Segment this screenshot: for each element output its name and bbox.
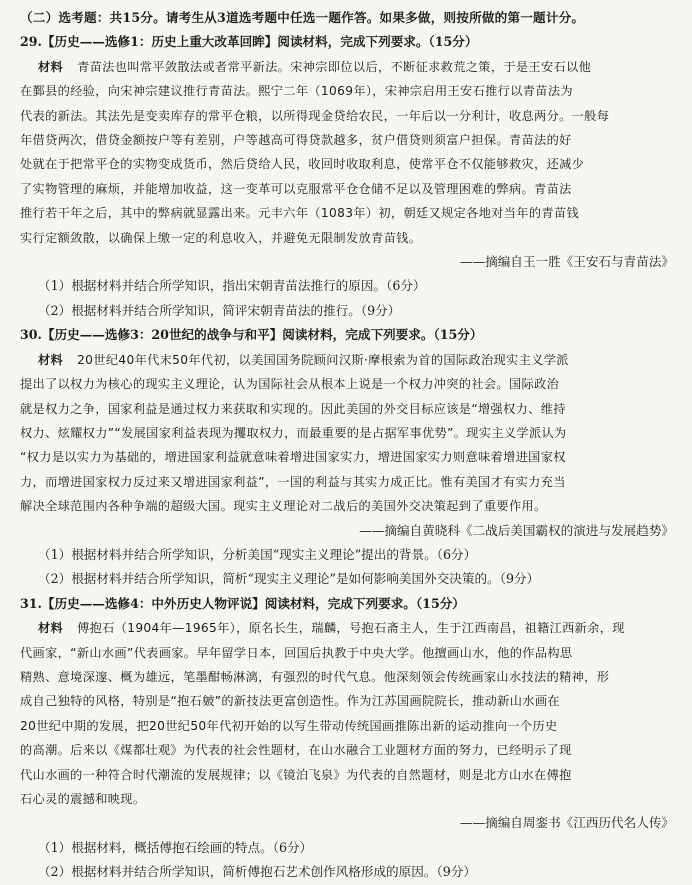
material-label: 材料 (38, 59, 64, 74)
material-source: ——摘编自王一胜《王安石与青苗法》 (459, 254, 674, 270)
question-title: 31.【历史——选修4：中外历史人物评说】阅读材料，完成下列要求。（15分） (20, 595, 465, 611)
question-30 (20, 323, 678, 591)
material-line: 权力、炫耀权力”“发展国家利益表现为攫取权力，而最重要的是占据军事优势”。现实主义学派认为 (20, 425, 567, 440)
material-source: ——摘编自黄晓科《二战后美国霸权的演进与发展趋势》 (359, 522, 674, 538)
material-line: 了实物管理的麻烦，并能增加收益，这一变革可以克服常平仓仓储不足以及管理困难的弊病。青苗法 (20, 181, 572, 196)
material-label: 材料 (38, 621, 64, 636)
sub-question: （2）根据材料并结合所学知识，简析傅抱石艺术创作风格形成的原因。（9分） (38, 864, 476, 880)
material-line: 实行定额敛散，以确保上缴一定的利息收入，并避免无限制发放青苗钱。 (20, 230, 422, 245)
sub-question: （2）根据材料并结合所学知识，简析“现实主义理论”是如何影响美国外交决策的。（9分） (38, 571, 540, 587)
material-line: 代画家，“新山水画”代表画家。早年留学日本，回国后执教于中央大学。他擅画山水，他的作品构思 (20, 645, 573, 660)
material-line: 材料 傅抱石（1904年—1965年），原名长生，瑞麟，号抱石斋主人，生于江西南昌，祖籍江西新余，现 (38, 621, 625, 636)
question-31 (20, 592, 678, 885)
material-line: 推行若干年之后，其中的弊病就显露出来。元丰六年（1083年）初，朝廷又规定各地对当年的青苗钱 (20, 206, 579, 221)
material-line: 就是权力之争，国家利益是通过权力来获取和实现的。因此美国的外交目标应该是“增强权力、维持 (20, 401, 566, 416)
material-line: 年借贷两次，借贷金额按户等有差别，户等越高可得贷款越多，贫户借贷则须富户担保。青苗法的好 (20, 133, 572, 148)
material-line: 20世纪中期的发展，把20世纪50年代初开始的以写生带动传统国画推陈出新的运动推向一个历史 (20, 718, 558, 733)
material-line: 材料 青苗法也叫常平敛散法或者常平新法。宋神宗即位以后，不断征求救荒之策，于是王安石以他 (38, 59, 592, 74)
material-line: 在鄞县的经验，向宋神宗建议推行青苗法。熙宁二年（1069年），宋神宗启用王安石推行以青苗法为 (20, 84, 573, 99)
material-line: 提出了以权力为核心的现实主义理论，认为国际社会从根本上说是一个权力冲突的社会。国际政治 (20, 377, 560, 392)
material-line: “权力是以实力为基础的，增进国家利益就意味着增进国家实力，增进国家实力则意味着增进国家权 (20, 450, 566, 465)
material-line: 石心灵的震撼和映现。 (20, 792, 146, 806)
question-29 (20, 30, 678, 323)
question-title: 29.【历史——选修1：历史上重大改革回眸】阅读材料，完成下列要求。（15分） (20, 34, 478, 50)
sub-question: （1）根据材料并结合所学知识，分析美国“现实主义理论”提出的背景。（6分） (38, 546, 477, 562)
material-label: 材料 (38, 352, 64, 367)
material-line: 的高潮。后来以《煤都壮观》为代表的社会性题材，在山水融合工业题材方面的努力，已经明示了现 (20, 743, 572, 758)
material-line: 精熟、意境深邃、概为雄远，笔墨酣畅淋漓，有强烈的时代气息。他深刻领会传统画家山水技法的精神，形 (20, 669, 610, 684)
section-header: （二）选考题：共15分。请考生从3道选考题中任选一题作答。如果多做，则按所做的第一题计分。 (20, 10, 585, 25)
sub-question: （2）根据材料并结合所学知识，简评宋朝青苗法的推行。（9分） (38, 302, 401, 318)
sub-question: （1）根据材料，概括傅抱石绘画的特点。（6分） (38, 839, 313, 855)
material-line: 力，而增进国家权力反过来又增进国家利益”，一国的利益与其实力成正比。惟有美国才有实力充当 (20, 474, 566, 489)
material-line: 代山水画的一种符合时代潮流的发展规律；以《镜泊飞泉》为代表的自然题材，则是北方山水在傅抱 (20, 767, 572, 782)
material-line: 处就在于把常平仓的实物变成货币，然后贷给人民，收回时收取利息，使常平仓不仅能够救灾，还减少 (20, 157, 585, 172)
material-source: ——摘编自周銮书《江西历代名人传》 (459, 815, 674, 831)
material-line: 代表的新法。其法先是变卖库存的常平仓粮，以所得现金贷给农民，一年后以一分利计，收息两分。一般每 (20, 108, 610, 123)
material-line: 解决全球范围内各种争端的超级大国。现实主义理论对二战后的美国外交决策起到了重要作用。 (20, 499, 547, 514)
material-line: 成自己独特的风格，特别是“抱石皴”的新技法更富创造性。作为江苏国画院院长，推动新山水画在 (20, 694, 560, 709)
question-title: 30.【历史——选修3：20世纪的战争与和平】阅读材料，完成下列要求。（15分） (20, 327, 483, 343)
sub-question: （1）根据材料并结合所学知识，指出宋朝青苗法推行的原因。（6分） (38, 278, 426, 294)
material-line: 材料 20世纪40年代末50年代初，以美国国务院顾问汉斯·摩根索为首的国际政治现实主义学派 (38, 352, 569, 367)
